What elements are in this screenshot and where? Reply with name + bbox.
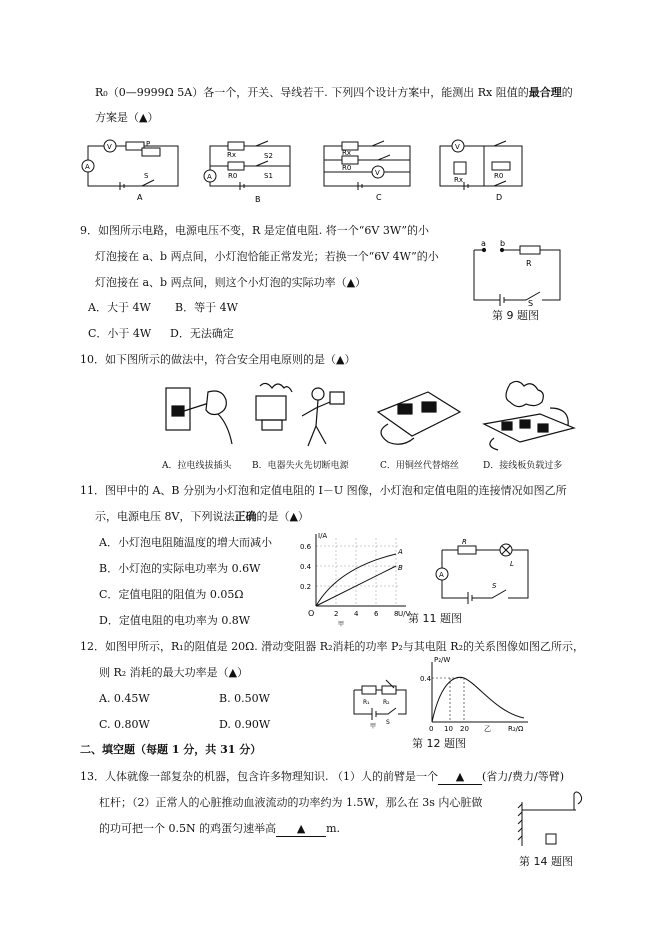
svg-text:A: A xyxy=(207,173,212,181)
q14-figure xyxy=(516,790,586,850)
q10-caption-c: C．用铜丝代替熔丝 xyxy=(380,461,459,471)
q10-image-a xyxy=(160,380,250,450)
q9-line2: 灯泡接在 a、b 两点间，小灯泡恰能正常发光；若换一个“6V 4W”的小 xyxy=(95,250,439,263)
q11-graph-sub: 甲 xyxy=(338,621,345,628)
svg-text:V: V xyxy=(375,169,380,177)
q12-line1: 12．如图甲所示，R₁的阻值是 20Ω. 滑动变阻器 R₂消耗的功率 P₂与其电阻 R₂的关系图像如图乙所示， xyxy=(80,640,584,653)
q8-label-a: A xyxy=(137,193,143,202)
q12-circuit-r1: R₁ xyxy=(363,699,370,706)
q12-graph-ylabel: P₂/W xyxy=(434,656,451,664)
q8-line1 xyxy=(95,86,573,100)
q11-option-a: A．小灯泡电阻随温度的增大而减小 xyxy=(99,536,272,549)
q12-option-b: B. 0.50W xyxy=(219,692,270,705)
section2-title: 二、填空题（每题 1 分，共 31 分） xyxy=(80,743,262,756)
q10-image-b xyxy=(248,378,348,452)
q12-circuit-sub: 甲 xyxy=(370,723,377,730)
q9-option-d: D．无法确定 xyxy=(170,327,234,340)
q12-xtick-0: 0 xyxy=(429,725,434,733)
q11-circuit xyxy=(428,538,538,608)
svg-text:S1: S1 xyxy=(264,172,273,180)
q13-line3-b: m. xyxy=(326,822,341,835)
q8-circuit-a xyxy=(80,138,180,204)
q10-line1: 10．如下图所示的做法中，符合安全用电原则的是（▲） xyxy=(80,353,356,366)
q12-graph-ytick: 0.4 xyxy=(420,675,432,683)
q12-option-d: D. 0.90W xyxy=(219,718,271,731)
q11-xtick-2: 2 xyxy=(334,610,339,618)
q10-image-d xyxy=(480,378,580,452)
q11-iu-graph xyxy=(298,528,418,628)
q11-graph-xlabel: U/V xyxy=(398,610,411,618)
svg-text:S: S xyxy=(144,172,149,180)
q8-line1-text: R₀（0—9999Ω 5A）各一个，开关、导线若干. 下列四个设计方案中，能测出 Rx 阻值的 xyxy=(95,86,529,99)
q9-label-a: a xyxy=(481,239,486,248)
q8-line1-end: 的 xyxy=(561,86,573,99)
q12-xtick-10: 10 xyxy=(444,725,453,733)
q11-line2-emph: 正确 xyxy=(234,510,257,523)
q8-circuit-d xyxy=(434,138,534,204)
q11-xtick-4: 4 xyxy=(354,610,359,618)
q10-caption-b: B．电器失火先切断电源 xyxy=(252,461,349,471)
q9-option-c: C．小于 4W xyxy=(88,327,152,340)
q11-xtick-8: 8 xyxy=(394,610,399,618)
q12-figure-caption: 第 12 题图 xyxy=(412,737,466,750)
svg-text:V: V xyxy=(455,143,460,151)
svg-text:Rx: Rx xyxy=(454,176,464,184)
q8-line2: 方案是（▲） xyxy=(95,111,159,124)
svg-text:R0: R0 xyxy=(494,172,504,180)
q10-caption-a: A．拉电线拔插头 xyxy=(162,461,232,471)
q10-image-c xyxy=(368,382,468,448)
svg-text:A: A xyxy=(85,163,90,171)
q8-emphasis: 最合理 xyxy=(528,86,562,99)
q14-figure-caption: 第 14 题图 xyxy=(519,855,573,868)
q12-graph-xlabel: R₂/Ω xyxy=(508,725,524,733)
q9-option-b: B．等于 4W xyxy=(175,301,238,314)
q9-figure-caption: 第 9 题图 xyxy=(492,309,539,322)
q11-line2-a: 示，电源电压 8V，下列说法 xyxy=(95,510,235,523)
svg-text:S2: S2 xyxy=(264,152,273,160)
q12-circuit xyxy=(346,676,416,730)
q11-xtick-6: 6 xyxy=(374,610,379,618)
q11-circuit-ammeter: A xyxy=(439,571,444,579)
q9-figure xyxy=(460,236,570,308)
q8-label-c: C xyxy=(376,193,382,202)
q11-option-b: B．小灯泡的实际电功率为 0.6W xyxy=(99,562,261,575)
q9-option-a: A．大于 4W xyxy=(88,301,151,314)
q8-circuit-c xyxy=(318,138,418,204)
q9-label-b: b xyxy=(500,239,506,248)
q9-label-s: S xyxy=(528,299,534,308)
q8-circuit-b xyxy=(200,140,300,206)
svg-text:Rx: Rx xyxy=(342,149,352,157)
q11-option-d: D．定值电阻的电功率为 0.8W xyxy=(99,614,251,627)
q11-curve-a: A xyxy=(398,548,403,556)
q8-label-b: B xyxy=(255,195,261,204)
q10-caption-d: D．接线板负载过多 xyxy=(483,461,563,471)
q11-ytick-04: 0.4 xyxy=(300,563,312,571)
svg-text:Rx: Rx xyxy=(227,151,237,159)
q11-circuit-l: L xyxy=(510,560,514,568)
q11-graph-ylabel: I/A xyxy=(318,532,328,540)
q11-line1: 11．图甲中的 A、B 分别为小灯泡和定值电阻的 I－U 图像，小灯泡和定值电阻的连接情况如图乙所 xyxy=(80,484,567,497)
q13-blank-1[interactable]: ▲ xyxy=(438,770,482,785)
svg-text:R0: R0 xyxy=(342,164,352,172)
q12-option-a: A. 0.45W xyxy=(99,692,150,705)
q11-ytick-06: 0.6 xyxy=(300,543,312,551)
q11-circuit-s: S xyxy=(492,582,497,590)
q11-circuit-r: R xyxy=(462,538,467,546)
q12-xtick-20: 20 xyxy=(460,725,469,733)
q11-ytick-02: 0.2 xyxy=(300,583,312,591)
q12-power-graph xyxy=(420,656,532,734)
q9-label-r: R xyxy=(526,259,532,268)
q12-circuit-s: S xyxy=(386,719,390,726)
q13-line3-a: 的功可把一个 0.5N 的鸡蛋匀速举高 xyxy=(99,822,277,835)
q9-line3: 灯泡接在 a、b 两点间，则这个小灯泡的实际功率（▲） xyxy=(95,276,367,289)
q13-line1 xyxy=(80,770,564,785)
q13-line1-b: (省力/费力/等臂) xyxy=(482,770,564,783)
q13-line1-a: 13．人体就像一部复杂的机器，包含许多物理知识. （1）人的前臂是一个 xyxy=(80,770,438,783)
q9-line1: 9．如图所示电路，电源电压不变，R 是定值电阻. 将一个“6V 3W”的小 xyxy=(80,224,429,237)
q11-line2-b: 的是（▲） xyxy=(256,510,309,523)
q13-line3 xyxy=(99,822,340,837)
q11-line2 xyxy=(95,510,309,524)
q8-label-d: D xyxy=(496,193,503,202)
q12-circuit-r2: R₂ xyxy=(383,699,390,706)
q13-line2: 杠杆；（2）正常人的心脏推动血液流动的功率约为 1.5W，那么在 3s 内心脏做 xyxy=(99,796,483,809)
q11-curve-b: B xyxy=(398,564,403,572)
q11-option-c: C．定值电阻的阻值为 0.05Ω xyxy=(99,588,244,601)
svg-text:P: P xyxy=(146,140,151,148)
q12-line2: 则 R₂ 消耗的最大功率是（▲） xyxy=(99,666,249,679)
q11-graph-origin: O xyxy=(308,609,315,618)
svg-text:V: V xyxy=(107,143,112,151)
q13-blank-2[interactable]: ▲ xyxy=(276,822,326,837)
q11-figure-caption: 第 11 题图 xyxy=(408,612,462,625)
svg-text:R0: R0 xyxy=(228,172,238,180)
q12-option-c: C. 0.80W xyxy=(99,718,150,731)
q12-graph-sub: 乙 xyxy=(484,725,491,733)
